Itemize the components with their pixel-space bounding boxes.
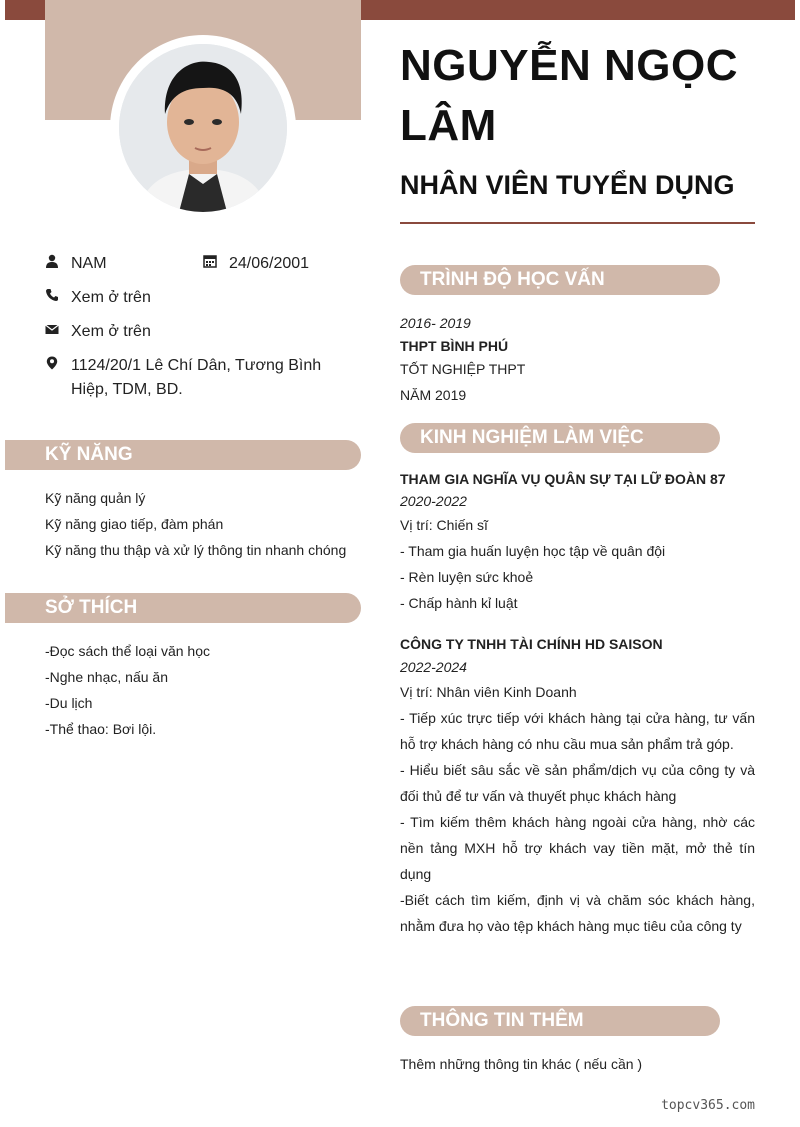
birthday-value: 24/06/2001: [229, 255, 310, 272]
phone-value: Xem ở trên: [71, 289, 151, 306]
job-line: Vị trí: Chiến sĩ: [400, 517, 488, 533]
person-icon: [45, 254, 59, 268]
hobbies-list: [45, 638, 361, 742]
education-line: NĂM 2019: [400, 387, 467, 403]
education-heading: TRÌNH ĐỘ HỌC VẤN: [420, 269, 605, 290]
skills-heading-bar: [5, 440, 361, 470]
address-row: [45, 354, 361, 402]
address-value: 1124/20/1 Lê Chí Dân, Tương Bình Hiệp, TDM, BD.: [71, 357, 322, 398]
avatar: [110, 35, 296, 221]
location-pin-icon: [45, 356, 59, 370]
job-title: NHÂN VIÊN TUYỂN DỤNG: [400, 170, 735, 200]
skill-item: Kỹ năng thu thập và xử lý thông tin nhanh chóng: [45, 542, 347, 558]
title-divider: [400, 222, 755, 224]
candidate-name: NGUYỄN NGỌC LÂM: [400, 41, 738, 150]
envelope-icon: [45, 322, 59, 336]
portrait-photo: [119, 44, 287, 212]
phone-icon: [45, 288, 59, 302]
job-entry-2: [400, 633, 755, 939]
job-company: CÔNG TY TNHH TÀI CHÍNH HD SAISON: [400, 636, 663, 652]
education-school: THPT BÌNH PHÚ: [400, 338, 509, 354]
skills-list: [45, 485, 361, 563]
job-line: -Biết cách tìm kiếm, định vị và chăm sóc khách hàng, nhằm đưa họ vào tệp khách hàng mục tiêu của công ty: [400, 892, 755, 934]
experience-heading: KINH NGHIỆM LÀM VIỆC: [420, 427, 644, 448]
education-date: 2016- 2019: [400, 315, 471, 331]
hobby-item: -Nghe nhạc, nấu ăn: [45, 669, 168, 685]
education-heading-bar: [400, 265, 720, 295]
hobbies-heading: SỞ THÍCH: [45, 597, 138, 618]
job-line: - Rèn luyện sức khoẻ: [400, 569, 534, 585]
email-row: [45, 320, 151, 344]
job-date: 2022-2024: [400, 659, 467, 675]
job-line: - Tham gia huấn luyện học tập về quân đội: [400, 543, 666, 559]
job-line: - Tìm kiếm thêm khách hàng ngoài cửa hàng, nhờ các nền tảng MXH hỗ trợ khách vay tiền mặt, mở thẻ tín dụng: [400, 814, 755, 882]
job-line: - Hiểu biết sâu sắc về sản phẩm/dịch vụ của công ty và đối thủ để tư vấn và thuyết phục khách hàng: [400, 762, 755, 804]
watermark: topcv365.com: [661, 1098, 755, 1113]
job-entry-1: [400, 468, 755, 616]
hobby-item: -Thể thao: Bơi lội.: [45, 721, 157, 737]
education-entry: [400, 310, 755, 408]
job-line: - Tiếp xúc trực tiếp với khách hàng tại cửa hàng, tư vấn hỗ trợ khách hàng có nhu cầu mua sản phẩm trả góp.: [400, 710, 755, 752]
skills-heading: KỸ NĂNG: [45, 444, 133, 465]
additional-heading-bar: [400, 1006, 720, 1036]
job-company: THAM GIA NGHĨA VỤ QUÂN SỰ TẠI LỮ ĐOÀN 87: [400, 471, 726, 487]
calendar-icon: [203, 254, 217, 268]
hobbies-heading-bar: [5, 593, 361, 623]
job-line: Vị trí: Nhân viên Kinh Doanh: [400, 684, 577, 700]
hobby-item: -Đọc sách thể loại văn học: [45, 643, 210, 659]
skill-item: Kỹ năng giao tiếp, đàm phán: [45, 516, 224, 532]
additional-text: Thêm những thông tin khác ( nếu cần ): [400, 1056, 643, 1072]
skill-item: Kỹ năng quản lý: [45, 490, 146, 506]
job-line: - Chấp hành kỉ luật: [400, 595, 518, 611]
phone-row: [45, 286, 151, 310]
birthday-row: [203, 252, 309, 276]
experience-heading-bar: [400, 423, 720, 453]
email-value: Xem ở trên: [71, 323, 151, 340]
job-date: 2020-2022: [400, 493, 467, 509]
education-line: TỐT NGHIỆP THPT: [400, 361, 526, 377]
gender-row: [45, 252, 107, 276]
hobby-item: -Du lịch: [45, 695, 93, 711]
additional-heading: THÔNG TIN THÊM: [420, 1010, 584, 1031]
gender-value: NAM: [71, 255, 107, 272]
